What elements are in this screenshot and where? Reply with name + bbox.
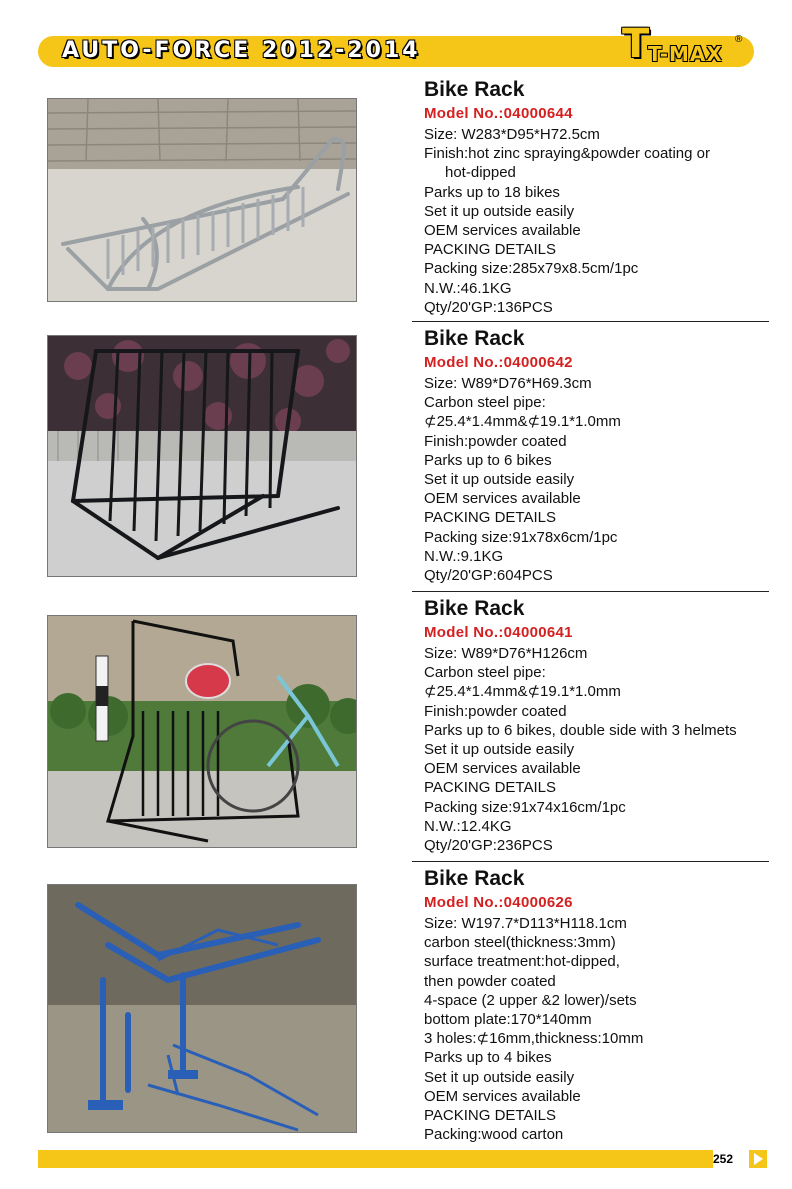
product-info-04000626 [424, 866, 643, 1144]
tmax-logo: T-MAX [648, 42, 723, 66]
spec-line: Set it up outside easily [424, 741, 575, 759]
spec-line: Packing:wood carton [424, 1126, 564, 1144]
section-divider [412, 861, 769, 862]
spec-line: Parks up to 6 bikes, double side with 3 helmets [424, 721, 737, 739]
product-title: Bike Rack [424, 597, 525, 620]
spec-line: Finish:powder coated [424, 702, 567, 720]
product-photo-04000626 [47, 884, 357, 1133]
spec-line: OEM services available [424, 1087, 581, 1105]
spec-line: Size: W197.7*D113*H118.1cm [424, 915, 627, 932]
spec-line: Carbon steel pipe: [424, 394, 546, 412]
spec-line: Qty/20'GP:604PCS [424, 567, 553, 585]
spec-line: Qty/20'GP:236PCS [424, 837, 553, 855]
product-title: Bike Rack [424, 78, 525, 101]
product-info-04000642 [424, 326, 621, 585]
product-photo-04000644 [47, 98, 357, 302]
spec-line: N.W.:12.4KG [424, 817, 512, 835]
product-title: Bike Rack [424, 327, 525, 350]
helmet-rack-image [48, 616, 356, 847]
next-page-arrow-icon [749, 1150, 767, 1168]
tmax-logo-t: T [622, 21, 650, 67]
spec-line: surface treatment:hot-dipped, [424, 953, 620, 971]
spec-line: N.W.:46.1KG [424, 279, 512, 297]
registered-mark: ® [735, 34, 743, 45]
model-number: Model No.:04000641 [424, 624, 573, 641]
spec-line: OEM services available [424, 222, 581, 240]
spec-line: carbon steel(thickness:3mm) [424, 934, 616, 952]
product-photo-04000642 [47, 335, 357, 577]
spec-line: Parks up to 18 bikes [424, 183, 560, 201]
spec-line: 4-space (2 upper &2 lower)/sets [424, 991, 637, 1009]
model-number: Model No.:04000644 [424, 105, 573, 122]
spec-line: then powder coated [424, 972, 556, 990]
catalog-title: AUTO-FORCE 2012-2014 [62, 38, 421, 63]
spec-line: Packing size:285x79x8.5cm/1pc [424, 260, 639, 278]
spec-line: Parks up to 6 bikes [424, 451, 552, 469]
spec-line: OEM services available [424, 490, 581, 508]
product-photo-04000641 [47, 615, 357, 848]
spec-line: PACKING DETAILS [424, 241, 556, 259]
spec-line: N.W.:9.1KG [424, 547, 504, 565]
spec-line: Qty/20'GP:136PCS [424, 298, 553, 316]
spec-line: OEM services available [424, 760, 581, 778]
black-rack-image [48, 336, 356, 576]
spec-line: PACKING DETAILS [424, 779, 556, 797]
spec-line: Size: W283*D95*H72.5cm [424, 126, 600, 143]
spec-line: Set it up outside easily [424, 202, 575, 220]
product-info-04000641 [424, 596, 737, 855]
spec-line: hot-dipped [445, 164, 516, 182]
double-deck-rack-image [48, 885, 356, 1132]
galvanized-rack-image [48, 99, 356, 301]
spec-line: Parks up to 4 bikes [424, 1049, 552, 1067]
model-number: Model No.:04000642 [424, 354, 573, 371]
page-number: 252 [713, 1150, 737, 1168]
section-divider [412, 591, 769, 592]
section-divider [412, 321, 769, 322]
product-info-04000644 [424, 77, 710, 317]
model-number: Model No.:04000626 [424, 894, 573, 911]
footer-bar [38, 1150, 714, 1168]
spec-line: PACKING DETAILS [424, 509, 556, 527]
product-title: Bike Rack [424, 867, 525, 890]
spec-line: Packing size:91x78x6cm/1pc [424, 528, 618, 546]
spec-line: Set it up outside easily [424, 471, 575, 489]
spec-line: Carbon steel pipe: [424, 664, 546, 682]
spec-line: Finish:powder coated [424, 432, 567, 450]
spec-line: Set it up outside easily [424, 1068, 575, 1086]
spec-line: ⊄25.4*1.4mm&⊄19.1*1.0mm [424, 683, 621, 701]
spec-line: bottom plate:170*140mm [424, 1011, 592, 1029]
spec-line: ⊄25.4*1.4mm&⊄19.1*1.0mm [424, 413, 621, 431]
spec-line: Size: W89*D76*H69.3cm [424, 375, 592, 392]
spec-line: PACKING DETAILS [424, 1107, 556, 1125]
spec-line: Finish:hot zinc spraying&powder coating or [424, 145, 710, 163]
spec-line: 3 holes:⊄16mm,thickness:10mm [424, 1030, 644, 1048]
spec-line: Size: W89*D76*H126cm [424, 645, 588, 662]
spec-line: Packing size:91x74x16cm/1pc [424, 798, 626, 816]
